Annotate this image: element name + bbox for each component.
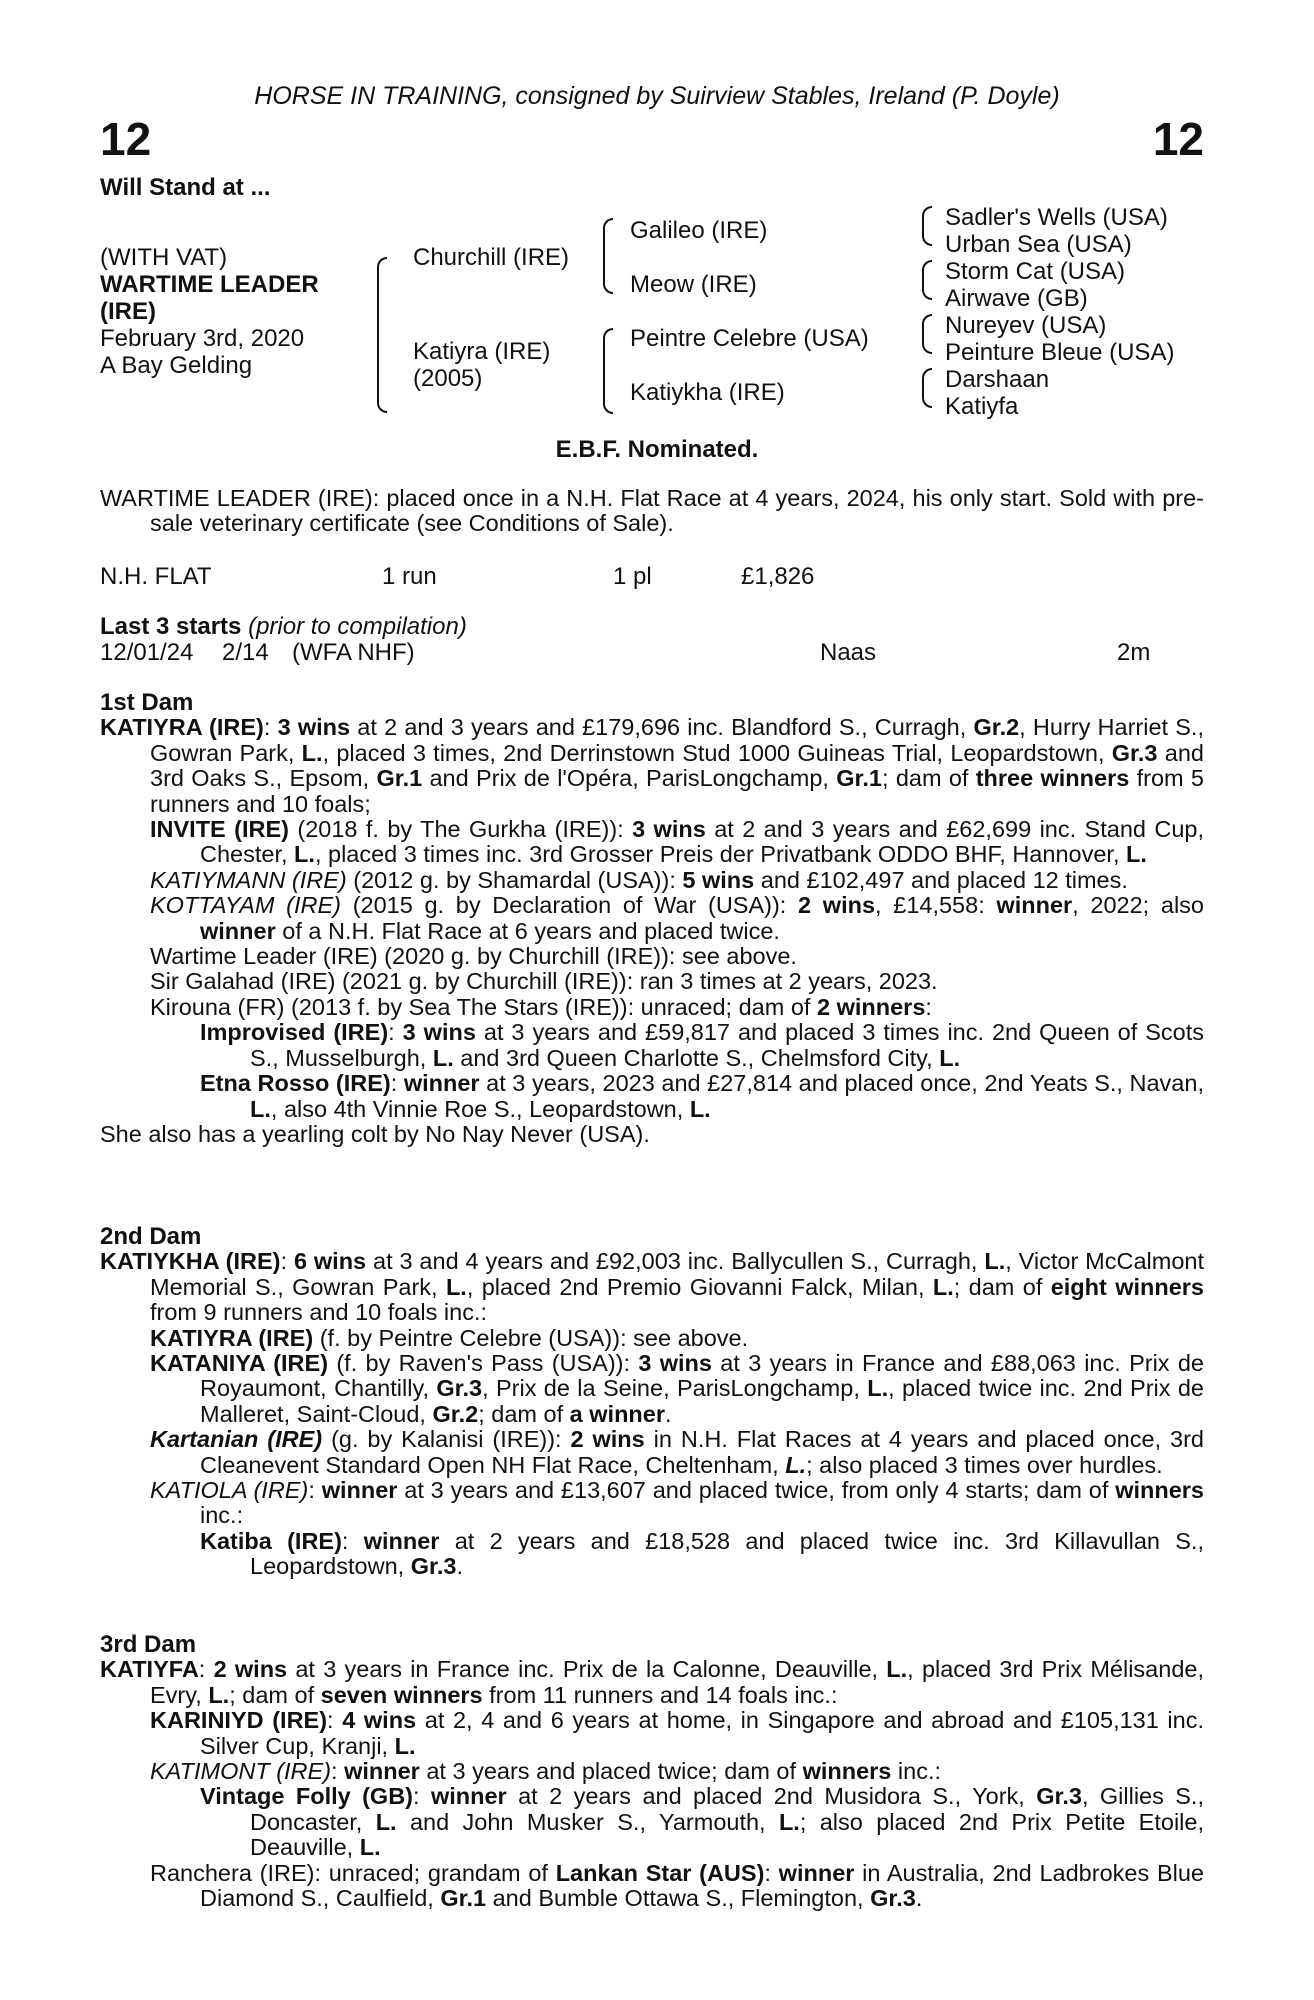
produce-kataniya: KATANIYA (IRE) (f. by Raven's Pass (USA)): 3 wins at 3 years in France and £88,063 inc. Prix de Royaumont, Chantilly, Gr.3, Prix de la Seine, ParisLongchamp, L., placed twice inc. 2nd Prix de Malleret, Saint-Cloud, Gr.2; dam of a winner. xyxy=(150,1350,1204,1427)
record-type: N.H. FLAT xyxy=(100,563,212,590)
race-summary xyxy=(100,486,1204,537)
consignment-header: HORSE IN TRAINING, consigned by Suirview Stables, Ireland (P. Doyle) xyxy=(254,82,1060,110)
produce-improvised: Improvised (IRE): 3 wins at 3 years and £59,817 and placed 3 times inc. 2nd Queen of Scots S., Musselburgh, L. and 3rd Queen Charlotte S., Chelmsford City, L. xyxy=(200,1019,1204,1071)
pedigree-brace-g3 xyxy=(922,314,932,354)
dam-dam: Katiykha (IRE) xyxy=(630,379,785,406)
ebf-nominated: E.B.F. Nominated. xyxy=(555,436,759,463)
foaling-date: February 3rd, 2020 xyxy=(100,325,305,352)
produce-vintage-folly: Vintage Folly (GB): winner at 2 years and placed 2nd Musidora S., York, Gr.3, Gillies S., Doncaster, L. and John Musker S., Yarmouth, L.; also placed 2nd Prix Petite Etoile, Deauville, L. xyxy=(200,1783,1204,1861)
last-start-course: Naas xyxy=(820,639,877,666)
first-dam-heading: 1st Dam xyxy=(100,689,194,716)
pedigree-brace-g4 xyxy=(922,368,932,408)
ancestor-4: Airwave (GB) xyxy=(945,285,1088,312)
produce-wartime-leader: Wartime Leader (IRE) (2020 g. by Churchill (IRE)): see above. xyxy=(150,943,797,970)
sire: Churchill (IRE) xyxy=(413,244,570,271)
record-placed: 1 pl xyxy=(613,563,652,590)
produce-katimont: KATIMONT (IRE): winner at 3 years and placed twice; dam of winners inc.: xyxy=(150,1758,942,1785)
pedigree-brace-g2 xyxy=(922,260,932,300)
pedigree-brace-dam xyxy=(603,328,613,414)
ancestor-1: Sadler's Wells (USA) xyxy=(945,204,1168,231)
sire-dam: Meow (IRE) xyxy=(630,271,757,298)
produce-kartanian: Kartanian (IRE) (g. by Kalanisi (IRE)): 2 wins in N.H. Flat Races at 4 years and placed once, 3rd Cleanevent Standard Open NH Flat Race, Cheltenham, L.; also placed 3 times over hurdles. xyxy=(150,1426,1204,1478)
pedigree-brace-sire xyxy=(603,218,613,294)
produce-katiba: Katiba (IRE): winner at 2 years and £18,528 and placed twice inc. 3rd Killavullan S., Leopardstown, Gr.3. xyxy=(200,1527,1204,1580)
lot-number-right: 12 xyxy=(1152,113,1204,165)
will-stand-label: Will Stand at ... xyxy=(100,174,271,201)
produce-kariniyd: KARINIYD (IRE): 4 wins at 2, 4 and 6 years at home, in Singapore and abroad and £105,131 inc. Silver Cup, Kranji, L. xyxy=(150,1707,1204,1759)
yearling-note: She also has a yearling colt by No Nay Never (USA). xyxy=(100,1120,650,1147)
last-start-distance: 2m xyxy=(1117,639,1151,666)
summary-text: WARTIME LEADER (IRE): placed once in a N.H. Flat Race at 4 years, 2024, his only start. Sold with pre-sale veterinary certificate (see Conditions of Sale). xyxy=(100,485,1204,537)
second-dam-section xyxy=(100,1224,1204,1580)
record-earnings: £1,826 xyxy=(741,563,815,590)
horse-name: WARTIME LEADER xyxy=(100,271,319,298)
last-start-date: 12/01/24 xyxy=(100,639,194,666)
last-starts-heading: Last 3 starts (prior to compilation) xyxy=(100,613,467,640)
lot-number-left: 12 xyxy=(100,113,152,165)
ancestor-2: Urban Sea (USA) xyxy=(945,231,1132,258)
record-runs: 1 run xyxy=(382,563,437,590)
horse-country: (IRE) xyxy=(100,298,156,325)
produce-katiyra: KATIYRA (IRE) (f. by Peintre Celebre (USA)): see above. xyxy=(150,1324,749,1351)
second-dam-entry: KATIYKHA (IRE): 6 wins at 3 and 4 years and £92,003 inc. Ballycullen S., Curragh, L., Victor McCalmont Memorial S., Gowran Park, L., placed 2nd Premio Giovanni Falck, Milan, L.; dam of eight winners from 9 runners and 10 foals inc.: xyxy=(100,1248,1205,1326)
pedigree-brace-g1 xyxy=(922,206,932,246)
horse-description: A Bay Gelding xyxy=(100,352,253,379)
produce-katiola: KATIOLA (IRE): winner at 3 years and £13,607 and placed twice, from only 4 starts; dam of winners inc.: xyxy=(150,1477,1205,1529)
last-start-race: (WFA NHF) xyxy=(292,639,415,666)
produce-kottayam: KOTTAYAM (IRE) (2015 g. by Declaration of War (USA)): 2 wins, £14,558: winner, 2022; also winner of a N.H. Flat Race at 6 years and placed twice. xyxy=(150,892,1204,944)
third-dam-heading: 3rd Dam xyxy=(100,1631,197,1658)
produce-ranchera: Ranchera (IRE): unraced; grandam of Lankan Star (AUS): winner in Australia, 2nd Ladbrokes Blue Diamond S., Caulfield, Gr.1 and Bumble Ottawa S., Flemington, Gr.3. xyxy=(150,1859,1204,1912)
third-dam-section xyxy=(100,1632,1204,1911)
sire-sire: Galileo (IRE) xyxy=(630,217,768,244)
first-dam-section xyxy=(100,690,1204,1147)
ancestor-8: Katiyfa xyxy=(945,393,1019,420)
ancestor-3: Storm Cat (USA) xyxy=(945,258,1126,285)
horse-identity xyxy=(100,244,319,379)
produce-invite: INVITE (IRE) (2018 f. by The Gurkha (IRE)): 3 wins at 2 and 3 years and £62,699 inc. Stand Cup, Chester, L., placed 3 times inc. 3rd Grosser Preis der Privatbank ODDO BHF, Hannover, L. xyxy=(150,816,1205,868)
dam: Katiyra (IRE) xyxy=(413,338,551,365)
pedigree-brace-main xyxy=(377,257,387,413)
produce-kirouna: Kirouna (FR) (2013 f. by Sea The Stars (IRE)): unraced; dam of 2 winners: xyxy=(150,993,932,1020)
third-dam-entry: KATIYFA: 2 wins at 3 years in France inc. Prix de la Calonne, Deauville, L., placed 3rd Prix Mélisande, Evry, L.; dam of seven winners from 11 runners and 14 foals inc.: xyxy=(100,1656,1204,1708)
produce-katiymann: KATIYMANN (IRE) (2012 g. by Shamardal (USA)): 5 wins and £102,497 and placed 12 times. xyxy=(150,866,1128,893)
first-dam-entry: KATIYRA (IRE): 3 wins at 2 and 3 years and £179,696 inc. Blandford S., Curragh, Gr.2, Hurry Harriet S., Gowran Park, L., placed 3 times, 2nd Derrinstown Stud 1000 Guineas Trial, Leopardstown, Gr.3 and 3rd Oaks S., Epsom, Gr.1 and Prix de l'Opéra, ParisLongchamp, Gr.1; dam of three winners from 5 runners and 10 foals; xyxy=(100,714,1204,817)
ancestor-6: Peinture Bleue (USA) xyxy=(945,339,1175,366)
ancestor-5: Nureyev (USA) xyxy=(945,312,1107,339)
dam-sire: Peintre Celebre (USA) xyxy=(630,325,869,352)
second-dam-heading: 2nd Dam xyxy=(100,1223,202,1250)
produce-sir-galahad: Sir Galahad (IRE) (2021 g. by Churchill (IRE)): ran 3 times at 2 years, 2023. xyxy=(150,968,938,995)
ancestor-7: Darshaan xyxy=(945,366,1050,393)
dam-foaled: (2005) xyxy=(413,365,483,392)
vat-label: (WITH VAT) xyxy=(100,244,228,271)
produce-etna-rosso: Etna Rosso (IRE): winner at 3 years, 2023 and £27,814 and placed once, 2nd Yeats S., Navan, L., also 4th Vinnie Roe S., Leopardstown, L. xyxy=(200,1070,1204,1122)
last-start-position: 2/14 xyxy=(222,639,269,666)
